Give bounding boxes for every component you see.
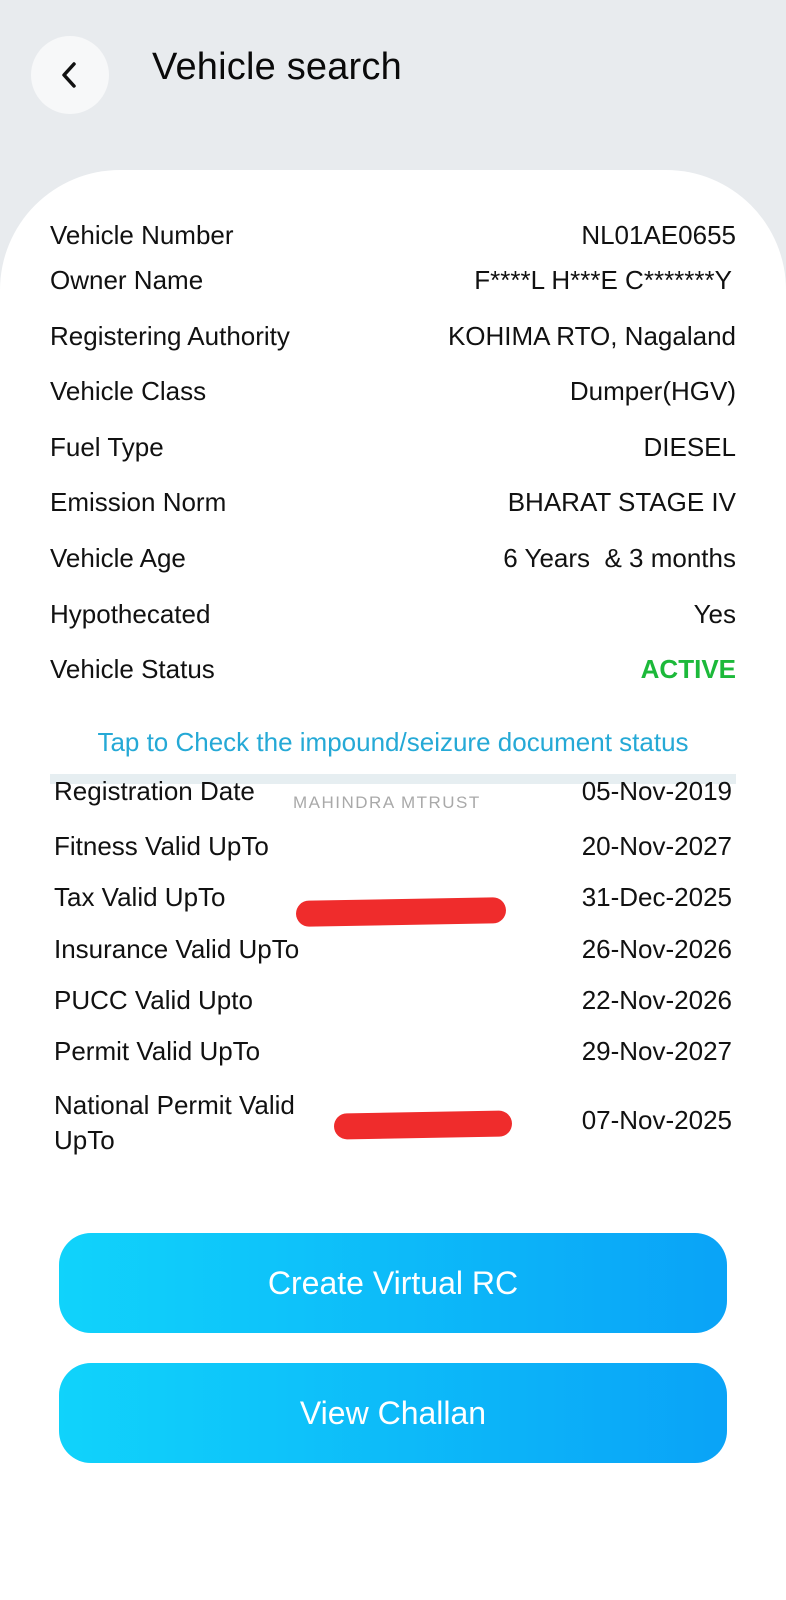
validity-label: Permit Valid UpTo <box>54 1036 261 1066</box>
create-virtual-rc-button[interactable]: Create Virtual RC <box>59 1233 727 1333</box>
validity-value: 05-Nov-2019 <box>581 776 732 806</box>
validity-value: 20-Nov-2027 <box>581 831 732 861</box>
validity-value: 07-Nov-2025 <box>581 1105 732 1135</box>
impound-status-link[interactable]: Tap to Check the impound/seizure document status <box>97 727 689 757</box>
detail-value: Yes <box>693 599 736 629</box>
chevron-left-icon <box>59 60 81 90</box>
status-badge: ACTIVE <box>640 654 736 684</box>
detail-label: Emission Norm <box>50 487 227 517</box>
detail-label: Vehicle Status <box>50 654 215 684</box>
validity-label: National Permit Valid UpTo <box>54 1090 295 1155</box>
detail-label: Hypothecated <box>50 599 211 629</box>
detail-value: DIESEL <box>643 432 736 462</box>
app-header <box>0 0 786 175</box>
detail-value: KOHIMA RTO, Nagaland <box>447 321 736 351</box>
detail-value: F****L H***E C*******Y <box>474 265 732 295</box>
detail-value: Dumper(HGV) <box>569 376 736 406</box>
validity-label: PUCC Valid Upto <box>54 985 253 1015</box>
validity-value: 29-Nov-2027 <box>581 1036 732 1066</box>
validity-label: Insurance Valid UpTo <box>54 934 300 964</box>
view-challan-button[interactable]: View Challan <box>59 1363 727 1463</box>
detail-label: Registering Authority <box>50 321 290 351</box>
validity-label: Fitness Valid UpTo <box>54 831 269 861</box>
detail-value: NL01AE0655 <box>581 220 736 250</box>
validity-value: 31-Dec-2025 <box>581 882 732 912</box>
detail-label: Vehicle Number <box>50 220 234 250</box>
validity-label: Registration Date <box>54 776 255 806</box>
detail-value: 6 Years & 3 months <box>503 543 736 573</box>
validity-value: 22-Nov-2026 <box>581 985 732 1015</box>
detail-label: Vehicle Class <box>50 376 207 406</box>
back-button[interactable] <box>31 36 109 114</box>
watermark-text: MAHINDRA MTRUST <box>293 793 481 812</box>
red-marker-stroke <box>296 897 506 927</box>
page-title: Vehicle search <box>152 46 402 88</box>
validity-label: Tax Valid UpTo <box>54 882 226 912</box>
detail-label: Owner Name <box>50 265 204 295</box>
red-marker-stroke <box>334 1110 512 1139</box>
validity-value: 26-Nov-2026 <box>581 934 732 964</box>
detail-label: Vehicle Age <box>50 543 186 573</box>
detail-label: Fuel Type <box>50 432 164 462</box>
detail-value: BHARAT STAGE IV <box>507 487 736 517</box>
